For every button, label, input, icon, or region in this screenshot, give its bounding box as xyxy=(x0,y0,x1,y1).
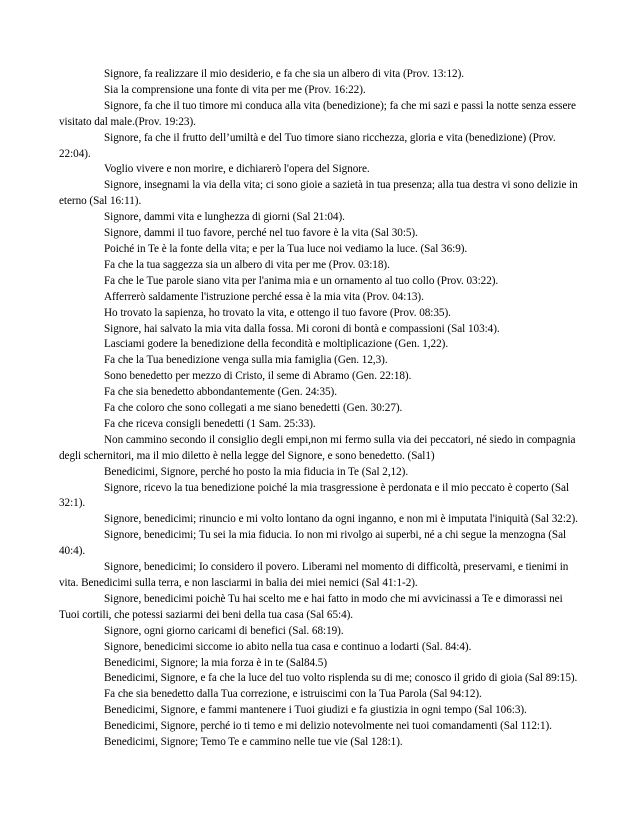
paragraph: Sono benedetto per mezzo di Cristo, il seme di Abramo (Gen. 22:18). xyxy=(104,370,412,383)
paragraph: Fa che la Tua benedizione venga sulla mia famiglia (Gen. 12,3). xyxy=(104,354,388,367)
paragraph: Fa che la tua saggezza sia un albero di vita per me (Prov. 03:18). xyxy=(104,258,390,271)
paragraph: Benedicimi, Signore, perché ho posto la mia fiducia in Te (Sal 2,12). xyxy=(104,465,409,478)
prayer-text-body xyxy=(59,67,583,751)
paragraph: Non cammino secondo il consiglio degli empi,non mi fermo sulla via dei peccatori, né siedo in compagnia degli schernitori, ma il mio diletto è nella legge del Signore, e sono benedetto. (Sal1) xyxy=(59,433,576,462)
paragraph: Signore, dammi il tuo favore, perché nel tuo favore è la vita (Sal 30:5). xyxy=(104,227,418,240)
paragraph: Signore, benedicimi siccome io abito nella tua casa e continuo a lodarti (Sal. 84:4). xyxy=(104,640,472,653)
paragraph: Signore, benedicimi; Io considero il povero. Liberami nel momento di difficoltà, preservami, e tienimi in vita. Benedicimi sulla terra, e non lasciarmi in balia dei miei nemici (Sal 41:1-2). xyxy=(59,561,569,589)
paragraph: Signore, benedicimi; rinuncio e mi volto lontano da ogni inganno, e non mi è imputata l'iniquità (Sal 32:2). xyxy=(104,513,578,526)
paragraph: Signore, fa che il tuo timore mi conduca alla vita (benedizione); fa che mi sazi e passi la notte senza essere visitato dal male.(Prov. 19:23). xyxy=(59,99,576,128)
paragraph: Lasciami godere la benedizione della fecondità e moltiplicazione (Gen. 1,22). xyxy=(104,338,449,351)
paragraph: Benedicimi, Signore, perché io ti temo e mi delizio notevolmente nei tuoi comandamenti (Sal 112:1). xyxy=(104,720,552,733)
paragraph: Signore, fa realizzare il mio desiderio, e fa che sia un albero di vita (Prov. 13:12). xyxy=(104,68,464,80)
paragraph: Benedicimi, Signore, e fammi mantenere i Tuoi giudizi e fa giustizia in ogni tempo (Sal 106:3). xyxy=(104,704,527,717)
paragraph: Fa che le Tue parole siano vita per l'anima mia e un ornamento al tuo collo (Prov. 03:22). xyxy=(104,274,499,287)
paragraph: Signore, benedicimi; Tu sei la mia fiducia. Io non mi rivolgo ai superbi, né a chi segue la menzogna (Sal 40:4). xyxy=(59,529,567,558)
paragraph: Benedicimi, Signore; la mia forza è in te (Sal84.5) xyxy=(104,656,327,669)
paragraph: Ho trovato la sapienza, ho trovato la vita, e ottengo il tuo favore (Prov. 08:35). xyxy=(104,306,451,319)
paragraph: Afferrerò saldamente l'istruzione perché essa è la mia vita (Prov. 04:13). xyxy=(104,290,424,303)
paragraph: Signore, ricevo la tua benedizione poiché la mia trasgressione è perdonata e il mio peccato è coperto (Sal 32:1). xyxy=(59,481,570,510)
paragraph: Signore, ogni giorno caricami di benefici (Sal. 68:19). xyxy=(104,624,344,637)
paragraph: Fa che coloro che sono collegati a me siano benedetti (Gen. 30:27). xyxy=(104,402,403,415)
paragraph: Fa che sia benedetto dalla Tua correzione, e istruiscimi con la Tua Parola (Sal 94:12). xyxy=(104,688,482,701)
paragraph: Signore, hai salvato la mia vita dalla fossa. Mi coroni di bontà e compassioni (Sal 103:4). xyxy=(104,322,500,335)
paragraph: Poiché in Te è la fonte della vita; e per la Tua luce noi vediamo la luce. (Sal 36:9). xyxy=(104,242,468,255)
paragraph: Fa che sia benedetto abbondantemente (Gen. 24:35). xyxy=(104,386,337,399)
paragraph: Signore, insegnami la via della vita; ci sono gioie a sazietà in tua presenza; alla tua destra vi sono delizie in eterno (Sal 16:11). xyxy=(59,179,578,208)
paragraph: Signore, dammi vita e lunghezza di giorni (Sal 21:04). xyxy=(104,211,345,224)
paragraph: Voglio vivere e non morire, e dichiarerò l'opera del Signore. xyxy=(104,163,370,176)
paragraph: Benedicimi, Signore, e fa che la luce del tuo volto risplenda su di me; conosco il grido di gioia (Sal 89:15). xyxy=(104,672,578,685)
paragraph: Fa che riceva consigli benedetti (1 Sam. 25:33). xyxy=(104,417,316,430)
paragraph: Signore, benedicimi poichè Tu hai scelto me e hai fatto in modo che mi avvicinassi a Te e dimorassi nei Tuoi cortili, che potessi saziarmi dei beni della tua casa (Sal 65:4). xyxy=(59,592,563,621)
paragraph: Signore, fa che il frutto dell’umiltà e del Tuo timore siano ricchezza, gloria e vita (benedizione) (Prov. 22:04). xyxy=(59,131,556,160)
paragraph: Benedicimi, Signore; Temo Te e cammino nelle tue vie (Sal 128:1). xyxy=(104,736,403,749)
paragraph: Sia la comprensione una fonte di vita per me (Prov. 16:22). xyxy=(104,83,366,96)
